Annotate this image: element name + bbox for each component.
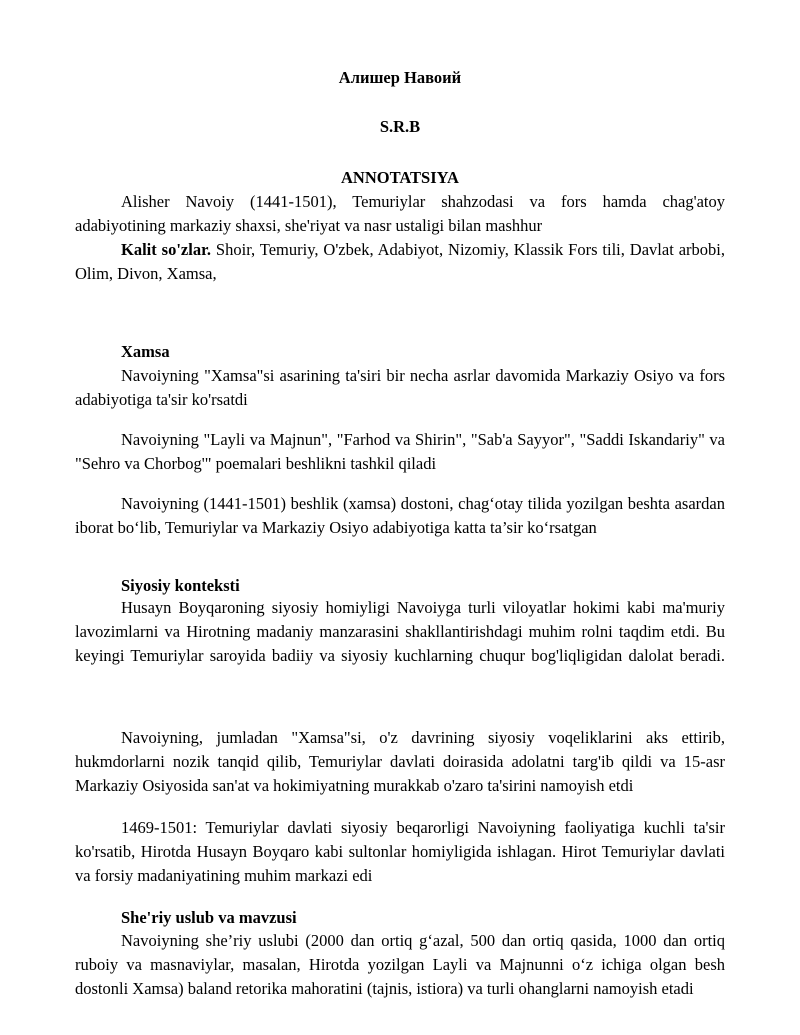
siyosiy-paragraph-1: Husayn Boyqaroning siyosiy homiyligi Navoiyga turli viloyatlar hokimi kabi ma'muriy lavozimlarni va Hirotning madaniy manzarasini shakllantirishdagi muhim rolni taqdim etdi. Bu keyingi Temuriylar saroyida badiiy va siyosiy kuchlarning chuqur bog'liqligidan dalolat beradi.: [75, 598, 725, 665]
annotation-title: ANNOTATSIYA: [341, 168, 459, 187]
section-heading-siyosiy: Siyosiy konteksti: [121, 576, 240, 595]
document-code: S.R.B: [379, 117, 421, 136]
section-heading-uslub: She'riy uslub va mavzusi: [121, 908, 297, 927]
annotation-paragraph: Alisher Navoiy (1441-1501), Temuriylar shahzodasi va fors hamda chag'atoy adabiyotining markaziy shaxsi, she'riyat va nasr ustaligi bilan mashhur: [75, 192, 725, 235]
xamsa-paragraph-2: Navoiyning "Layli va Majnun", "Farhod va Shirin", "Sab'a Sayyor", "Saddi Iskandariy" va "Sehro va Chorbog'" poemalari beshlikni tashkil qiladi: [75, 430, 725, 473]
section-heading-xamsa: Xamsa: [121, 342, 170, 361]
siyosiy-paragraph-2: Navoiyning, jumladan "Xamsa"si, o'z davrining siyosiy voqeliklarini aks ettirib, hukmdorlarni nozik tanqid qilib, Temuriylar davlati doirasida adolatni targ'ib qildi va 15-asr Markaziy Osiyosida san'at va hokimiyatning murakkab o'zaro ta'sirini namoyish etdi: [75, 728, 725, 795]
xamsa-paragraph-3: Navoiyning (1441-1501) beshlik (xamsa) dostoni, chag‘otay tilida yozilgan beshta asardan iborat bo‘lib, Temuriylar va Markaziy Osiyo adabiyotiga katta ta’sir ko‘rsatgan: [75, 494, 725, 537]
keywords-paragraph: [75, 238, 725, 286]
document-page: [75, 0, 725, 1035]
siyosiy-paragraph-3: 1469-1501: Temuriylar davlati siyosiy beqarorligi Navoiyning faoliyatiga kuchli ta'sir ko'rsatib, Hirotda Husayn Boyqaro kabi sultonlar homiyligida ishlagan. Hirot Temuriylar davlati va forsiy madaniyatining muhim markazi edi: [75, 818, 725, 885]
author-title: Алишер Навоий: [338, 68, 462, 87]
uslub-paragraph-1: Navoiyning she’riy uslubi (2000 dan ortiq g‘azal, 500 dan ortiq qasida, 1000 dan ortiq ruboiy va masnaviylar, masalan, Hirotda yozilgan Layli va Majnunni o‘z ichiga olgan besh dostonli Xamsa) baland retorika mahoratini (tajnis, istiora) va turli ohanglarni namoyish etadi: [75, 931, 725, 998]
xamsa-paragraph-1: Navoiyning "Xamsa"si asarining ta'siri bir necha asrlar davomida Markaziy Osiyo va fors adabiyotiga ta'sir ko'rsatdi: [75, 366, 725, 409]
keywords-list: Shoir, Temuriy, O'zbek, Adabiyot, Nizomiy, Klassik Fors tili, Davlat arbobi, Olim, Divon, Xamsa,: [75, 240, 725, 283]
keywords-label: Kalit so'zlar.: [121, 240, 212, 259]
